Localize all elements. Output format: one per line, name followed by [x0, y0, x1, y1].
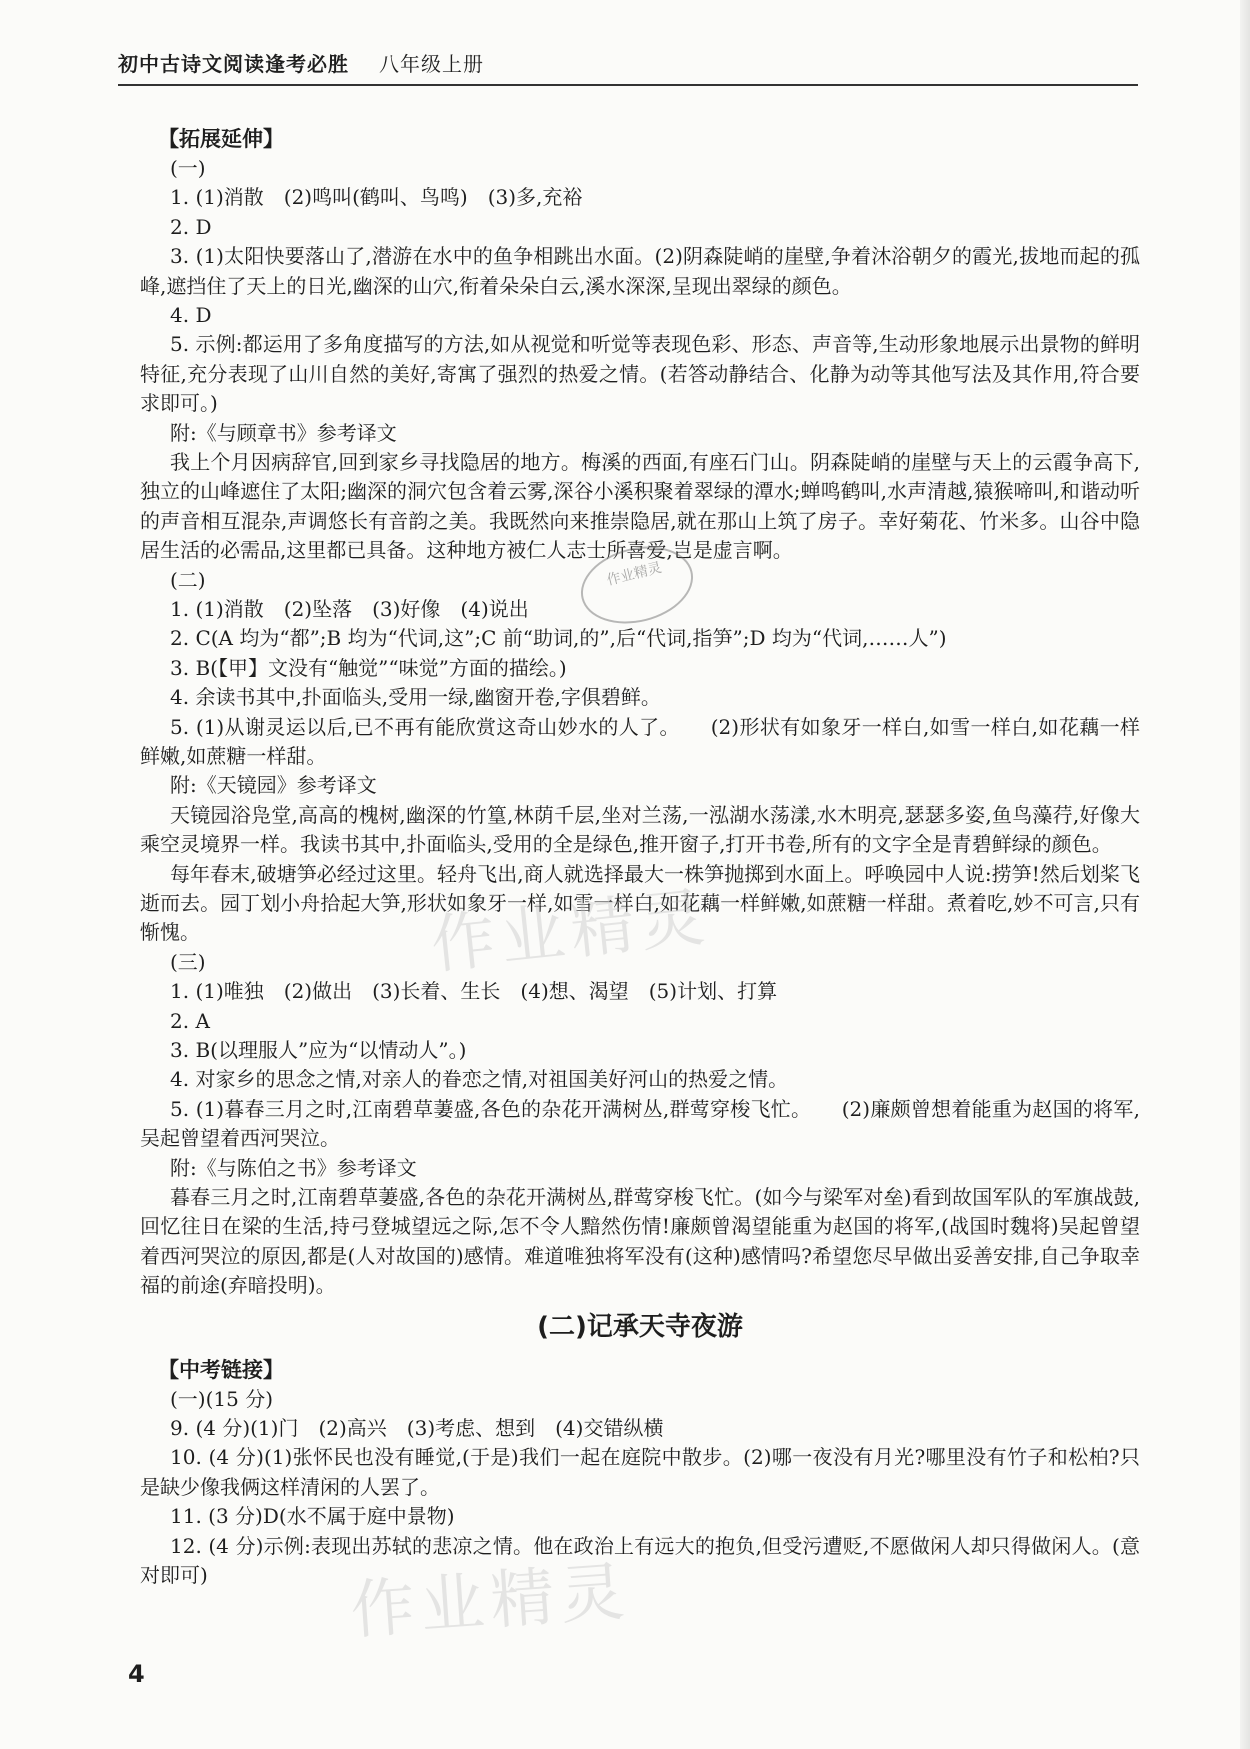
reference-label: 附:《与陈伯之书》参考译文: [170, 1155, 417, 1180]
book-title: 初中古诗文阅读逢考必胜: [118, 52, 349, 76]
answer-item: 2. C(A 均为“都”;B 均为“代词,这”;C 前“助词,的”,后“代词,指笋”;D 均为“代词,……人”): [170, 626, 947, 651]
answer-item: 1. (1)消散 (2)坠落 (3)好像 (4)说出: [170, 597, 529, 621]
answer-item: 2. A: [170, 1008, 210, 1033]
answer-item: 1. (1)消散 (2)鸣叫(鹤叫、鸟鸣) (3)多,充裕: [170, 185, 583, 210]
watermark-text: 作业精灵: [427, 880, 714, 984]
running-header: [118, 48, 1138, 86]
part-label: (一)(15 分): [170, 1386, 274, 1411]
answer-item: 3. B(【甲】文没有“触觉”“味觉”方面的描绘。): [170, 655, 567, 680]
section-heading-extension: 【拓展延伸】: [158, 127, 284, 151]
part-label: (三): [170, 949, 206, 974]
answer-item: 4. 余读书其中,扑面临头,受用一绿,幽窗开卷,字俱碧鲜。: [170, 685, 661, 710]
answer-item: 5. (1)从谢灵运以后,已不再有能欣赏这奇山妙水的人了。 (2)形状有如象牙一样白,如雪一样白,如花藕一样鲜嫩,如蔗糖一样甜。: [140, 714, 1140, 768]
part-label: (二): [170, 567, 206, 592]
answer-item: 9. (4 分)(1)门 (2)高兴 (3)考虑、想到 (4)交错纵横: [170, 1415, 664, 1440]
reference-label: 附:《与顾章书》参考译文: [170, 420, 397, 445]
reference-translation: 暮春三月之时,江南碧草萋盛,各色的杂花开满树丛,群莺穿梭飞忙。(如今与梁军对垒)看到故国军队的军旗战鼓,回忆往日在梁的生活,持弓登城望远之际,怎不令人黯然伤情!廉颇曾渴望能重为赵国的将军,(战国时魏将)吴起曾望着西河哭泣的原因,都是(人对故国的)感情。难道唯独将军没有(这种)感情吗?希望您尽早做出妥善安排,自己争取幸福的前途(弃暗投明)。: [140, 1184, 1140, 1298]
reference-label: 附:《天镜园》参考译文: [170, 773, 377, 798]
page-edge: [1240, 0, 1250, 1749]
reference-translation: 我上个月因病辞官,回到家乡寻找隐居的地方。梅溪的西面,有座石门山。阴森陡峭的崖壁与天上的云霞争高下,独立的山峰遮住了太阳;幽深的洞穴包含着云雾,深谷小溪积聚着翠绿的潭水;蝉鸣鹤叫,水声清越,猿猴啼叫,和谐动听的声音相互混杂,声调悠长有音韵之美。我既然向来推崇隐居,就在那山上筑了房子。幸好菊花、竹米多。山谷中隐居生活的必需品,这里都已具备。这种地方被仁人志士所喜爱,岂是虚言啊。: [140, 449, 1140, 563]
reference-translation: 每年春末,破塘笋必经过这里。轻舟飞出,商人就选择最大一株笋抛掷到水面上。呼唤园中人说:捞笋!然后划桨飞逝而去。园丁划小舟拾起大笋,形状如象牙一样,如雪一样白,如花藕一样鲜嫩,如蔗糖一样甜。煮着吃,妙不可言,只有惭愧。: [140, 861, 1140, 945]
answer-item: 11. (3 分)D(水不属于庭中景物): [170, 1504, 455, 1529]
reference-translation: 天镜园浴凫堂,高高的槐树,幽深的竹篁,林荫千层,坐对兰荡,一泓湖水荡漾,水木明亮,瑟瑟多姿,鱼鸟藻荇,好像大乘空灵境界一样。我读书其中,扑面临头,受用的全是绿色,推开窗子,打开书卷,所有的文字全是青碧鲜绿的颜色。: [140, 802, 1140, 857]
answer-item: 4. D: [170, 302, 212, 327]
answer-item: 12. (4 分)示例:表现出苏轼的悲凉之情。他在政治上有远大的抱负,但受污遭贬,不愿做闲人却只得做闲人。(意对即可): [140, 1533, 1140, 1587]
answer-content: [140, 124, 1140, 1590]
answer-item: 2. D: [170, 214, 212, 239]
page-number: 4: [128, 1660, 145, 1688]
part-label: (一): [170, 156, 206, 180]
stamp-text: 作业精灵: [605, 559, 664, 589]
answer-item: 5. (1)暮春三月之时,江南碧草萋盛,各色的杂花开满树丛,群莺穿梭飞忙。 (2)廉颇曾想着能重为赵国的将军,吴起曾望着西河哭泣。: [140, 1096, 1140, 1151]
answer-item: 10. (4 分)(1)张怀民也没有睡觉,(于是)我们一起在庭院中散步。(2)哪一夜没有月光?哪里没有竹子和松柏?只是缺少像我俩这样清闲的人罢了。: [140, 1445, 1140, 1499]
answer-item: 4. 对家乡的思念之情,对亲人的眷恋之情,对祖国美好河山的热爱之情。: [170, 1067, 789, 1092]
section-heading-exam-link: 【中考链接】: [158, 1357, 284, 1382]
answer-item: 5. 示例:都运用了多角度描写的方法,如从视觉和听觉等表现色彩、形态、声音等,生动形象地展示出景物的鲜明特征,充分表现了山川自然的美好,寄寓了强烈的热爱之情。(若答动静结合、化静为动等其他写法及其作用,符合要求即可。): [140, 332, 1140, 416]
article-title: (二)记承天寺夜游: [537, 1311, 743, 1342]
watermark-text: 作业精灵: [348, 1555, 633, 1649]
answer-item: 3. B(以理服人”应为“以情动人”。): [170, 1037, 467, 1062]
answer-item: 3. (1)太阳快要落山了,潜游在水中的鱼争相跳出水面。(2)阴森陡峭的崖壁,争着沐浴朝夕的霞光,拔地而起的孤峰,遮挡住了天上的日光,幽深的山穴,衔着朵朵白云,溪水深深,呈现出翠绿的颜色。: [140, 244, 1140, 298]
answer-item: 1. (1)唯独 (2)做出 (3)长着、生长 (4)想、渴望 (5)计划、打算: [170, 979, 778, 1004]
book-grade: 八年级上册: [378, 52, 484, 76]
